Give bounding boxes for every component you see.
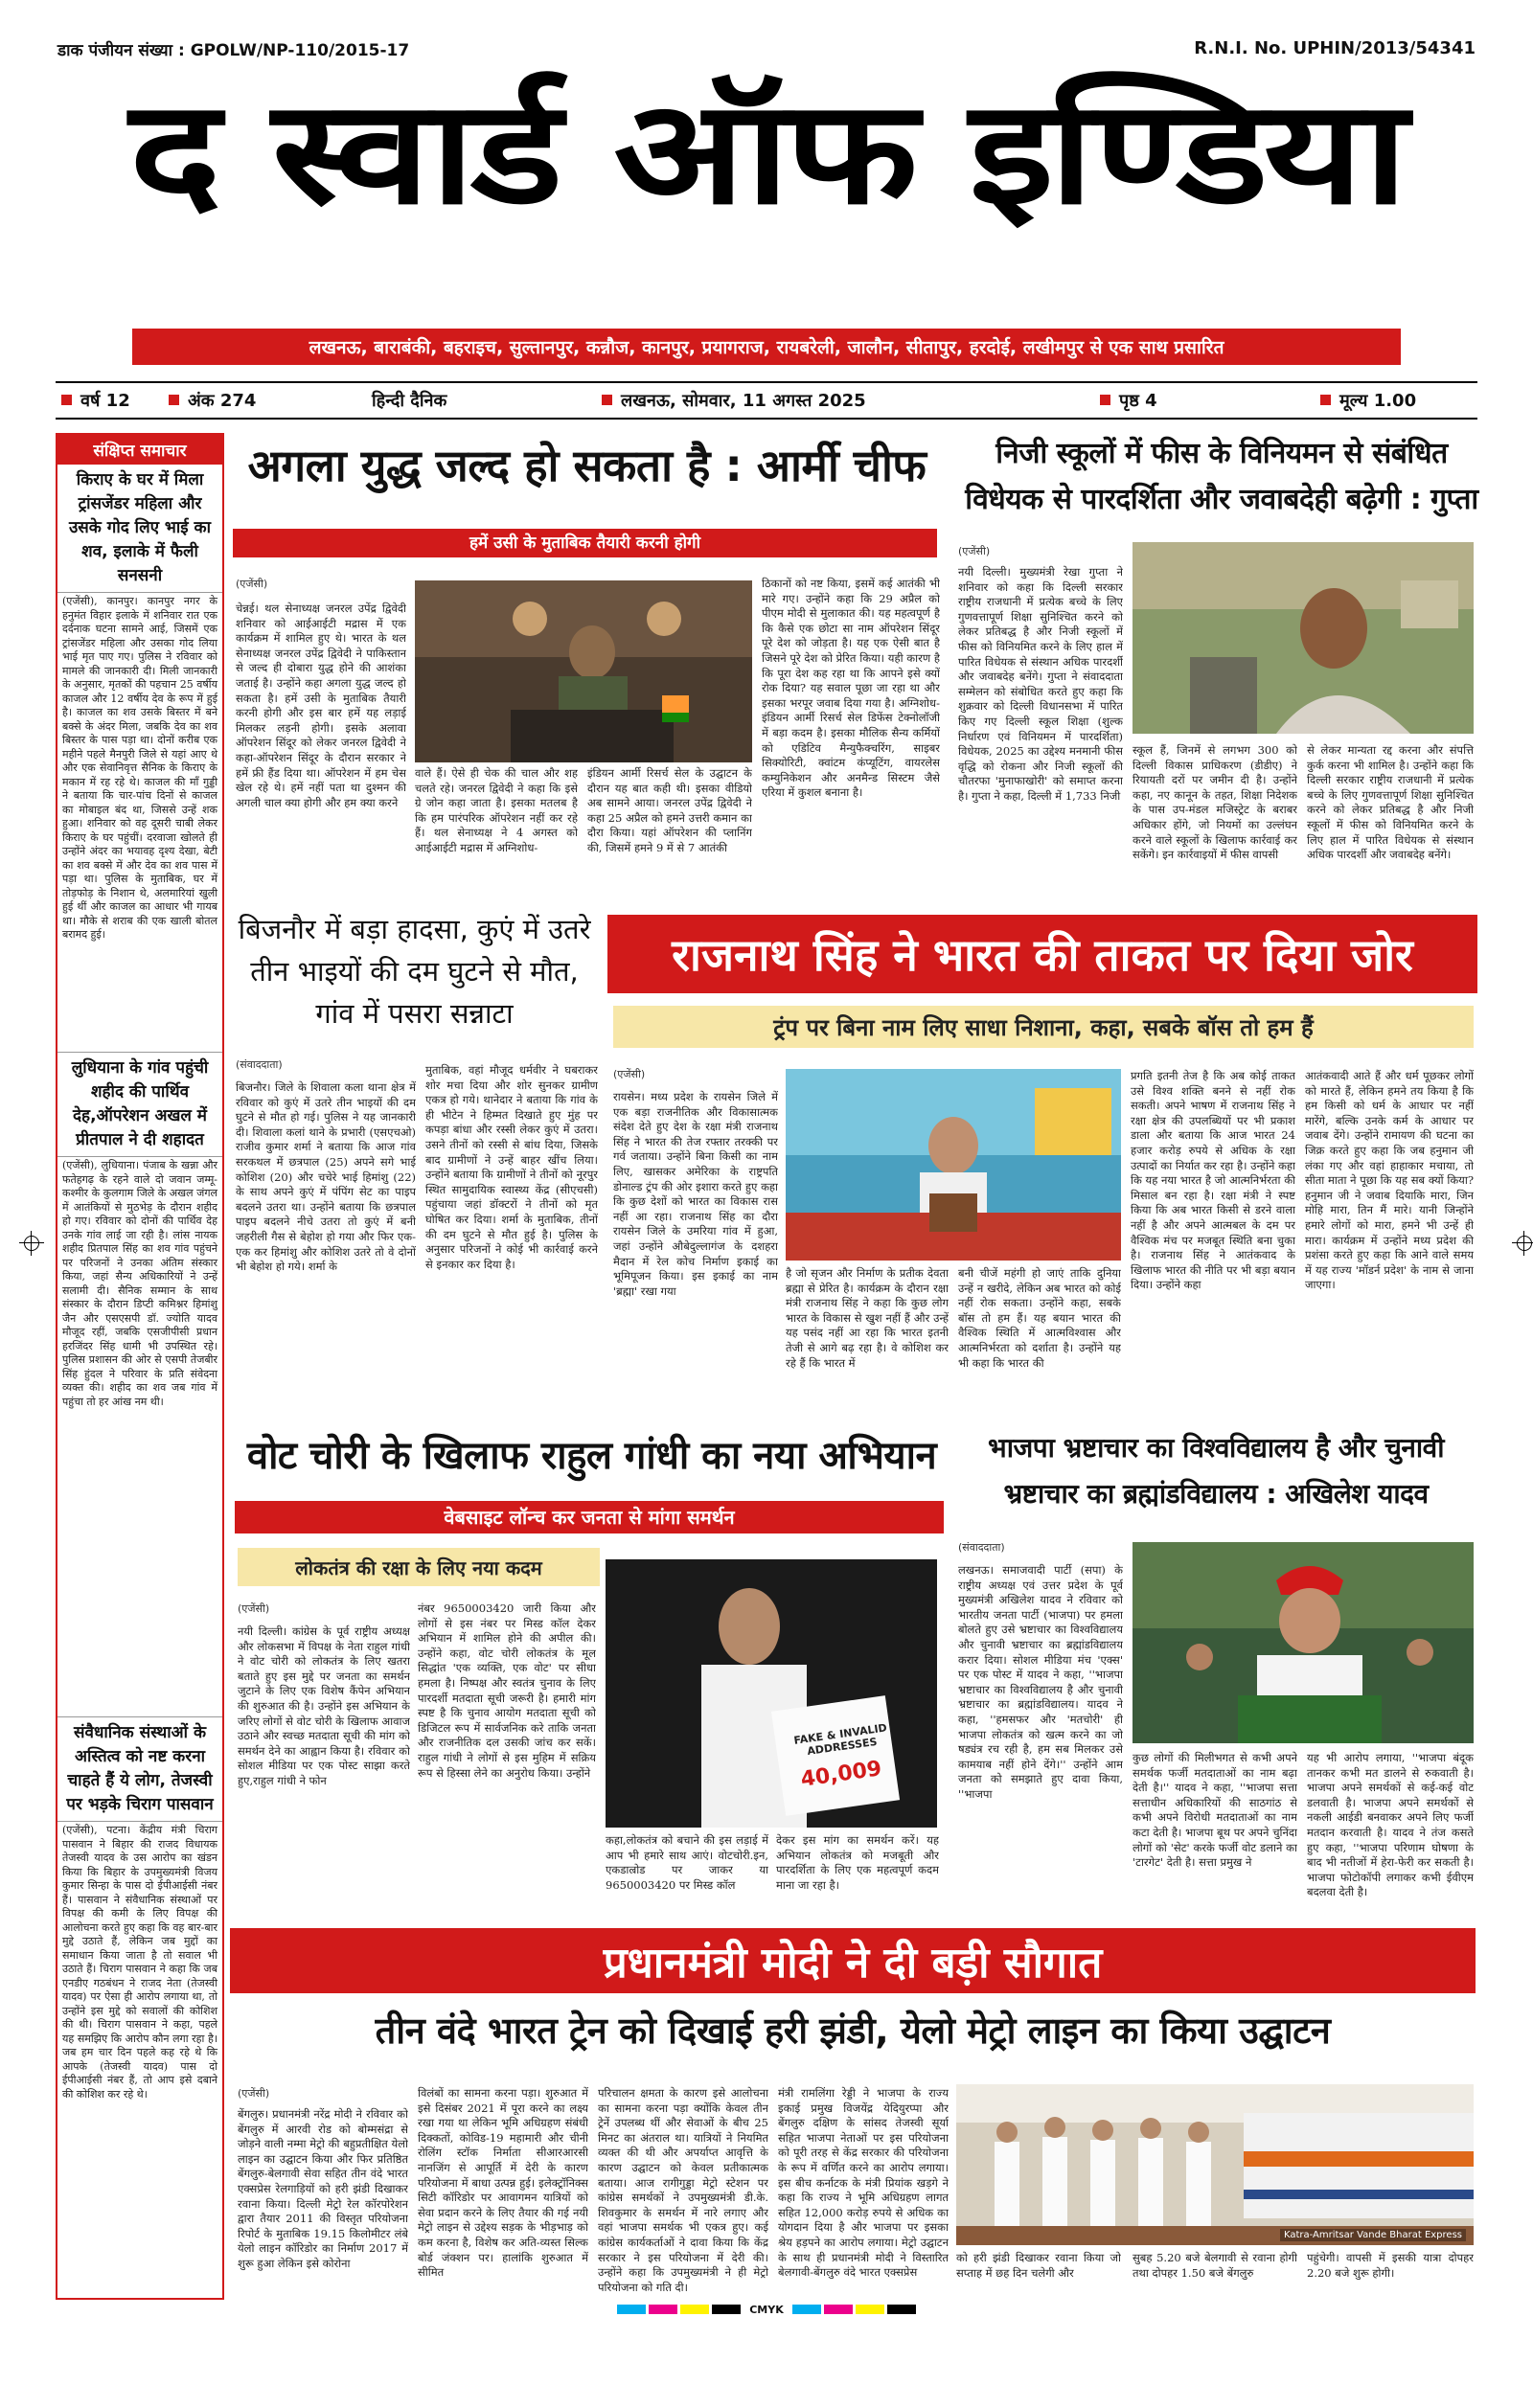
square-bullet-icon: [602, 395, 612, 405]
square-bullet-icon: [1320, 395, 1331, 405]
place-date: लखनऊ, सोमवार, 11 अगस्त 2025: [621, 391, 866, 411]
rajnath-col-3: बनी चीजें महंगी हो जाएं ताकि दुनिया उन्हें न खरीदे, लेकिन अब भारत को कोई नहीं रोक सकता। उन्होंने कहा, सबके बॉस तो हम हैं। यह बयान भारत की वैश्विक स्थिति में आत्मविश्वास और आत्मनिर्भरता को दर्शाता है। उन्होंने यह भी कहा कि भारत की: [958, 1266, 1121, 1370]
modi-source: (एजेंसी): [238, 2087, 270, 2100]
postal-registration: डाक पंजीयन संख्या : GPOLW/NP-110/2015-17: [57, 41, 410, 60]
rahul-kicker: लोकतंत्र की रक्षा के लिए नया कदम: [295, 1556, 542, 1579]
yellow-swatch: [680, 2305, 709, 2314]
cities-banner: [132, 329, 1401, 365]
akhilesh-source: (संवाददाता): [958, 1541, 1005, 1554]
cities-text: लखनऊ, बाराबंकी, बहराइच, सुल्तानपुर, कन्नौज, कानपुर, प्रयागराज, रायबरेली, जालौन, सीतापुर, हरदोई, लखीमपुर से एक साथ प्रसारित: [309, 337, 1224, 358]
bijnor-headline: बिजनौर में बड़ा हादसा, कुएं में उतरे तीन भाइयों की दम घुटने से मौत, गांव में पसरा सन्नाटा: [238, 913, 591, 1030]
rahul-photo: [606, 1559, 937, 1828]
rahul-col-1: नयी दिल्ली। कांग्रेस के पूर्व राष्ट्रीय अध्यक्ष और लोकसभा में विपक्ष के नेता राहुल गांधी ने वोट चोरी को लोकतंत्र के लिए खतरा बताते हुए इस मुद्दे पर जनता का समर्थन जुटाने के लिए एक विशेष कैंपेन अभियान की शुरुआत की है। उन्होंने इस अभियान के जरिए लोगों से वोट चोरी के खिलाफ आवाज उठाने और स्वच्छ मतदाता सूची की मांग को समर्थन देने का आह्वान किया है। रविवार को सोशल मीडिया पर एक पोस्ट साझा करते हुए,राहुल गांधी ने फोन: [238, 1624, 410, 1787]
registration-mark-right: [1517, 1236, 1532, 1251]
fees-col-2: स्कूल हैं, जिनमें से लगभग 300 को दिल्ली विकास प्राधिकरण (डीडीए) ने रियायती दरों पर जमीन दी है। उन्होंने कहा, नए कानून के तहत, शिक्षा निदेशक के पास उप-मंडल मजिस्ट्रेट के बराबर अधिकार होंगे, जो नियमों का उल्लंघन करने वाले स्कूलों के खिलाफ कार्रवाई कर सकेंगे। इन कार्रवाइयों में फीस वापसी: [1133, 743, 1297, 862]
sidebar-brief-news: [56, 433, 224, 2300]
square-bullet-icon: [1100, 395, 1110, 405]
paper-type: हिन्दी दैनिक: [372, 391, 447, 411]
army-col-4: ठिकानों को नष्ट किया, इसमें कई आतंकी भी मारे गए। उन्होंने कहा कि 29 अप्रैल को पीएम मोदी से मुलाकात की। यह महत्वपूर्ण है कि कैसे एक छोटा सा नाम ऑपरेशन सिंदूर पूरे देश को जोड़ता है। यह एक ऐसी बात है जिसने पूरे देश को प्रेरित किया। यही कारण है कि पूरा देश कह रहा था कि आपने इसे क्यों रोक दिया? यह सवाल पूछा जा रहा था और इसका भरपूर जवाब दिया गया है। अग्निशोध-इंडियन आर्मी रिसर्च सेल डिफेंस टेक्नोलॉजी में बड़ा कदम है। इसका मौलिक सैन्य कर्मियों को एडिटिव मैन्युफैक्चरिंग, साइबर सिक्योरिटी, क्वांटम कंप्यूटिंग, वायरलेस कम्युनिकेशन और अनमैन्ड सिस्टम जैसे एरिया में कुशल बनाना है।: [762, 577, 940, 800]
rajnath-banner: [607, 915, 1477, 993]
info-bar: [56, 381, 1477, 420]
rajnath-subhead: ट्रंप पर बिना नाम लिए साधा निशाना, कहा, सबके बॉस तो हम हैं: [773, 1013, 1314, 1041]
registration-mark-left: [24, 1236, 39, 1251]
vande-bharat-illustration: [956, 2084, 1474, 2245]
cmyk-label: CMYK: [749, 2303, 784, 2316]
modi-col-1: बेंगलुरु। प्रधानमंत्री नरेंद्र मोदी ने रविवार को बेंगलुरु में आरवी रोड को बोम्मसंद्रा से जोड़ने वाली नम्मा मेट्रो की बहुप्रतीक्षित येलो लाइन का उद्घाटन किया और फिर प्रतिष्ठित बेंगलुरु-बेलगावी सेवा सहित तीन वंदे भारत एक्सप्रेस रेलगाड़ियों को हरी झंडी दिखाकर रवाना किया। दिल्ली मेट्रो रेल कॉरपोरेशन द्वारा तैयार 2011 की विस्तृत परियोजना रिपोर्ट के मुताबिक 19.15 किलोमीटर लंबे येलो लाइन कॉरिडोर का निर्माण 2017 में शुरू हुआ लेकिन इसे कोरोना: [238, 2107, 408, 2270]
sidebar-headline-3: संवैधानिक संस्थाओं के अस्तित्व को नष्ट करना चाहते हैं ये लोग, तेजस्वी पर भड़के चिराग पासवान: [57, 1716, 222, 1822]
army-col-1: चेन्नई। थल सेनाध्यक्ष जनरल उपेंद्र द्विवेदी शनिवार को आईआईटी मद्रास में एक कार्यक्रम में शामिल हुए थे। भारत के थल सेनाध्यक्ष जनरल उपेंद्र द्विवेदी ने पाकिस्तान से जल्द ही दोबारा युद्ध होने की आशंका जताई है। उन्होंने कहा अगला युद्ध जल्द हो सकता है। हमें उसी के मुताबिक तैयारी करनी होगी और इस बार हमें यह लड़ाई मिलकर लड़नी होगी। इसके अलावा ऑपरेशन सिंदूर को लेकर जनरल द्विवेदी ने कहा-ऑपरेशन सिंदूर के दौरान सरकार ने हमें फ्री हैंड दिया था। ऑपरेशन में हम चेस खेल रहे थे। हमें नहीं पता था दुश्मन की अगली चाल क्या होगी और हम क्या करने: [236, 602, 406, 809]
akhilesh-illustration: [1133, 1542, 1474, 1743]
rajnath-col-4: प्रगति इतनी तेज है कि अब कोई ताकत उसे विश्व शक्ति बनने से नहीं रोक सकती। अपने भाषण में राजनाथ सिंह ने रक्षा क्षेत्र की उपलब्धियों पर भी प्रकाश डाला और बताया कि आज भारत 24 हजार करोड़ रुपये से अधिक के रक्षा उत्पादों का निर्यात कर रहा है। उन्होंने कहा कि यह नया भारत है जो आत्मनिर्भरता की मिसाल बन रहा है। रक्षा मंत्री ने स्पष्ट किया कि अब भारत किसी से डरने वाला नहीं है और अपने आत्मबल के दम पर वैश्विक मंच पर मजबूत स्थिति बना चुका है। राजनाथ सिंह ने आतंकवाद के खिलाफ भारत की नीति पर भी बड़ा बयान दिया। उन्होंने कहा: [1131, 1069, 1295, 1292]
akhilesh-col-3: यह भी आरोप लगाया, ''भाजपा बंदूक तानकर कभी मत डालने से रुकवाती है। भाजपा अपने समर्थकों से कई-कई वोट डलवाती है। भाजपा अपने समर्थकों से नकली आईडी बनवाकर अपने लिए फर्जी मतदान करवाती है। यादव ने तंज कसते हुए कहा, ''भाजपा परिणाम घोषणा के बाद भी नतीजों में हेरा-फेरी कर सकती है। भाजपा फोटोकॉपी लगाकर कभी ईवीएम बदलवा देती है।: [1307, 1751, 1474, 1899]
bijnor-col-1: बिजनौर। जिले के शिवाला कला थाना क्षेत्र में रविवार को कुएं में उतरे तीन भाइयों की दम घुटने से मौत हो गई। पुलिस ने यह जानकारी दी। शिवाला कलां थाने के प्रभारी (एसएचओ) राजीव कुमार शर्मा ने बताया कि आज गांव सरकथल में छत्रपाल (25) अपने सगे भाई कोशिश (20) और चचेरे भाई हिमांशु (22) के साथ अपने कुएं में पंपिंग सेट का पाइप बदलने उतरा था। उन्होंने बताया कि छत्रपाल पाइप बदलने नीचे उतरा तो कुएं में बनी जहरीली गैस से बेहोश हो गया और फिर एक-एक कर हिमांशु और कोशिश उतरे तो वे दोनों भी बेहोश हो गये। शर्मा के: [236, 1080, 416, 1274]
rahul-col-4: देकर इस मांग का समर्थन करें। यह अभियान लोकतंत्र को मजबूती और पारदर्शिता के लिए एक महत्वपूर्ण कदम माना जा रहा है।: [776, 1833, 939, 1892]
army-col-2: वाले हैं। ऐसे ही चेक की चाल और शह चलते रहे। जनरल द्विवेदी ने कहा कि इसे ग्रे जोन कहा जाता है। इसका मतलब है कि हम पारंपरिक ऑपरेशन नहीं कर रहे हैं। थल सेनाध्यक्ष ने 4 अगस्त को आईआईटी मद्रास में अग्निशोध-: [415, 766, 578, 854]
magenta-swatch: [824, 2305, 853, 2314]
year-label: वर्ष 12: [80, 391, 130, 411]
magenta-swatch: [649, 2305, 677, 2314]
fees-headline-1: निजी स्कूलों में फीस के विनियमन से संबंधित: [995, 437, 1448, 470]
army-chief-illustration: [415, 580, 752, 762]
sidebar-label: संक्षिप्त समाचार: [57, 435, 222, 465]
rajnath-subhead-box: [613, 1006, 1474, 1048]
sidebar-text-3: (एजेंसी), पटना। केंद्रीय मंत्री चिराग पासवान ने बिहार की राजद विधायक तेजस्वी यादव के उस आरोप का खंडन किया कि बिहार के उपमुख्यमंत्री विजय कुमार सिन्हा के पास दो ईपीआईसी नंबर हैं। पासवान ने संवैधानिक संस्थाओं पर विपक्ष की कमी के लिए विपक्ष की आलोचना करते हुए कहा कि वह बार-बार मुद्दे उठाते हैं, लेकिन जब मुद्दों का समाधान किया जाता है तो सवाल भी उठाते हैं। चिराग पासवान ने कहा कि जब एनडीए गठबंधन ने राजद नेता (तेजस्वी यादव) पर ऐसा ही आरोप लगाया था, तो उन्होंने इस मुद्दे को सवालों की कोशिश की थी। चिराग पासवान ने कहा, पहले यह समझिए कि आरोप कौन लगा रहा है। जब हम चार दिन पहले कह रहे थे कि आपके (तेजस्वी यादव) पास दो ईपीआईसी नंबर हैं, तो आप इसे दबाने की कोशिश कर रहे थे।: [62, 1824, 217, 2101]
modi-col-2: विलंबों का सामना करना पड़ा। शुरुआत में इसे दिसंबर 2021 में पूरा करने का लक्ष्य रखा गया था लेकिन भूमि अधिग्रहण संबंधी दिक्कतों, कोविड-19 महामारी और चीनी रोलिंग स्टॉक निर्माता सीआरआरसी नानजिंग से आपूर्ति में देरी के कारण परियोजना में बाधा उत्पन्न हुई। इलेक्ट्रॉनिक्स सिटी कॉरिडोर पर आवागमन यात्रियों को सेवा प्रदान करने के लिए तैयार की गई नयी मेट्रो लाइन से उद्देश्य सड़क के भीड़भाड़ को कम करना है, विशेष कर अति-व्यस्त सिल्क बोर्ड जंक्शन पर। हालांकि शुरुआत में सीमित: [418, 2086, 588, 2280]
akhilesh-photo: [1133, 1542, 1474, 1743]
modi-banner: [230, 1928, 1476, 1993]
issue-label: अंक 274: [188, 391, 257, 411]
price-label: मूल्य 1.00: [1339, 391, 1417, 411]
sidebar-text-1: (एजेंसी), कानपुर। कानपुर नगर के हनुमंत विहार इलाके में शनिवार रात एक दर्दनाक घटना सामने आई, जिसमें एक ट्रांसजेंडर महिला और उसका गोद लिया भाई मृत पाए गए। पुलिस ने रविवार को मामले की जानकारी दी। मिली जानकारी के अनुसार, मृतकों की पहचान 25 वर्षीय काजल और 12 वर्षीय देव के रूप में हुई है। काजल का शव उसके बिस्तर में बने बक्से के अंदर मिला, जबकि देव का शव बिस्तर के पास पड़ा था। दोनों करीब एक महीने पहले मैनपुरी जिले से यहां आए थे और एक सेवानिवृत्त सैनिक के किराए के मकान में रह रहे थे। काजल की माँ गुड्डी ने बताया कि चार-पांच दिनों से काजल का मोबाइल बंद था, जिससे उन्हें शक हुआ। शनिवार को वह दूसरी चाबी लेकर किराए के घर पहुंचीं। दरवाजा खोलते ही उन्होंने अंदर का भयावह दृश्य देखा, बेटी का शव बक्से में और देव का शव पास में पड़ा था। पुलिस के मुताबिक, घर में तोड़फोड़ के निशान थे, अलमारियां खुली हुई थीं और काजल का आधार भी गायब था। मौके से शराब की एक खाली बोतल बरामद हुई।: [62, 595, 217, 941]
modi-col-4: मंत्री रामलिंगा रेड्डी ने भाजपा के राज्य इकाई प्रमुख विजयेंद्र येदियुरप्पा और बेंगलुरु दक्षिण के सांसद तेजस्वी सूर्या सहित भाजपा नेताओं पर इस परियोजना को पूरी तरह से केंद्र सरकार की परियोजना के रूप में वर्णित करने का आरोप लगाया। इस बीच कर्नाटक के मंत्री प्रियांक खड़गे ने कहा कि राज्य ने भूमि अधिग्रहण लागत सहित 12,000 करोड़ रुपये से अधिक का योगदान दिया है और भाजपा पर इसका श्रेय हड़पने का आरोप लगाया। मेट्रो उद्घाटन के साथ ही प्रधानमंत्री मोदी ने विस्तारित बेलगावी-बेंगलुरु वंदे भारत एक्सप्रेस: [778, 2086, 949, 2280]
sidebar-headline-2: लुधियाना के गांव पहुंची शहीद की पार्थिव देह,ऑपरेशन अखल में प्रीतपाल ने दी शहादत: [57, 1052, 222, 1157]
rekha-gupta-illustration: [1133, 542, 1474, 734]
army-source: (एजेंसी): [236, 578, 268, 590]
sidebar-headline-1: किराए के घर में मिला ट्रांसजेंडर महिला और उसके गोद लिए भाई का शव, इलाके में फैली सनसनी: [57, 465, 222, 593]
rahul-col-3: कहा,लोकतंत्र को बचाने की इस लड़ाई में आप भी हमारे साथ आएं। वोटचोरी.इन, एकडाल्रोड पर जाकर या 9650003420 पर मिस्ड कॉल: [606, 1833, 768, 1892]
modi-col-5: को हरी झंडी दिखाकर रवाना किया जो सप्ताह में छह दिन चलेगी और: [956, 2251, 1121, 2280]
rajnath-headline: राजनाथ सिंह ने भारत की ताकत पर दिया जोर: [672, 929, 1413, 981]
army-subhead: हमें उसी के मुताबिक तैयारी करनी होगी: [233, 529, 937, 557]
rajnath-col-1: रायसेन। मध्य प्रदेश के रायसेन जिले में एक बड़ा राजनीतिक और विकासात्मक संदेश देते हुए देश के रक्षा मंत्री राजनाथ सिंह ने भारत की तेज रफ्तार तरक्की पर गर्व जताया। उन्होंने बिना किसी का नाम लिए, खासकर अमेरिका के राष्ट्रपति डोनाल्ड ट्रंप की ओर इशारा करते हुए कहा कि कुछ देशों को भारत का विकास रास नहीं आ रहा। राजनाथ सिंह का दौरा रायसेन जिले के उमरिया गांव में हुआ, जहां उन्होंने औबेदुल्लागंज के दशहरा मैदान में रेल कोच निर्माण इकाई का भूमिपूजन किया। इस इकाई का नाम 'ब्रह्मा' रखा गया: [613, 1090, 778, 1298]
rajnath-col-5: आतंकवादी आते हैं और धर्म पूछकर लोगों को मारते हैं, लेकिन हमने तय किया है कि हम किसी को धर्म के आधार पर नहीं मारेंगे, बल्कि उनके कर्म के आधार पर जवाब देंगे। उन्होंने रामायण की घटना का जिक्र करते हुए कहा कि जब हनुमान जी लंका गए और वहां हाहाकार मचाया, तो सीता माता ने पूछा कि यह सब क्यों किया? हनुमान जी ने जवाब दियाकि मारा, जिन मोहि मारा, तिन मैं मारे। यानी जिन्होंने हमारे लोगों को मारा, हमने भी उन्हें ही मारा। कार्यक्रम में उन्होंने मध्य प्रदेश की प्रशंसा करते हुए कहा कि आने वाले समय में यह राज्य 'मॉडर्न प्रदेश' के नाम से जाना जाएगा।: [1305, 1069, 1474, 1292]
rni-number: R.N.I. No. UPHIN/2013/54341: [1194, 38, 1476, 58]
akhilesh-col-1: लखनऊ। समाजवादी पार्टी (सपा) के राष्ट्रीय अध्यक्ष एवं उत्तर प्रदेश के पूर्व मुख्यमंत्री अखिलेश यादव ने रविवार को भारतीय जनता पार्टी (भाजपा) पर हमला बोलते हुए उसे भ्रष्टाचार का विश्वविद्यालय और चुनावी भ्रष्टाचार का ब्रह्मांडविद्यालय करार दिया। सोशल मीडिया मंच 'एक्स' पर एक पोस्ट में यादव ने कहा, ''भाजपा भ्रष्टाचार का विश्वविद्यालय है और चुनावी भ्रष्टाचार का ब्रह्मांडविद्यालय। यादव ने कहा, ''हमसफर और 'मतचोरी' ही भाजपा लोकतंत्र को खत्म करने का जो षड्यंत्र रच रही है, हम सब मिलकर उसे कामयाब नहीं होने देंगे।'' उन्होंने आम जनता को समझाते हुए दावा किया, ''भाजपा: [958, 1563, 1123, 1801]
fees-col-3: से लेकर मान्यता रद्द करना और संपत्ति कुर्क करना भी शामिल है। उन्होंने कहा कि दिल्ली सरकार राष्ट्रीय राजधानी में प्रत्येक बच्चे के लिए गुणवत्तापूर्ण शिक्षा सुनिश्चित करने को लेकर प्रतिबद्ध है और निजी स्कूलों में फीस को विनियमित करने के लिए हाल में पारित विधेयक से संस्थान अधिक पारदर्शी और जवाबदेह बनेंगे।: [1307, 743, 1474, 862]
bijnor-source: (संवाददाता): [236, 1058, 283, 1071]
square-bullet-icon: [61, 395, 72, 405]
akhilesh-headline-2: भ्रष्टाचार का ब्रह्मांडविद्यालय : अखिलेश यादव: [1003, 1478, 1429, 1510]
bijnor-col-2: मुताबिक, वहां मौजूद धर्मवीर ने घबराकर शोर मचा दिया और शोर सुनकर ग्रामीण एकत्र हो गये। थानेदार ने बताया कि गांव के ही भीटेन ने हिम्मत दिखाते हुए मुंह पर कपड़ा बांधा और रस्सी लेकर कुएं में उतरा। उसने तीनों को रस्सी से बांध दिया, जिसके बाद ग्रामीणों ने उन्हें बाहर खींच लिया। उन्होंने बताया कि ग्रामीणों ने तीनों को नूरपुर स्थित सामुदायिक स्वास्थ्य केंद्र (सीएचसी) पहुंचाया जहां डॉक्टरों ने तीनों को मृत घोषित कर दिया। शर्मा के मुताबिक, तीनों की दम घुटने से मौत हुई है। पुलिस के अनुसार परिजनों ने कोई भी कार्रवाई करने से इनकार कर दिया है।: [425, 1063, 598, 1271]
army-headline: अगला युद्ध जल्द हो सकता है : आर्मी चीफ: [247, 440, 927, 491]
train-caption: Katra-Amritsar Vande Bharat Express: [1280, 2229, 1466, 2241]
yellow-swatch: [856, 2305, 884, 2314]
cyan-swatch: [792, 2305, 821, 2314]
akhilesh-col-2: कुछ लोगों की मिलीभगत से कभी अपने समर्थक फर्जी मतदाताओं का नाम बढ़ा देती है।'' यादव ने कहा, ''भाजपा सत्ता सत्ताधीन अधिकारियों की साठगांठ से कभी अपने विरोधी मतदाताओं का नाम कटा देती है। भाजपा बूथ पर अपने चुनिंदा लोगों को 'सेट' करके फर्जी वोट डलाने का 'टारगेट' देती है। सत्ता प्रमुख ने: [1133, 1751, 1297, 1870]
cyan-swatch: [617, 2305, 646, 2314]
rahul-kicker-box: [238, 1548, 600, 1586]
fees-col-1: नयी दिल्ली। मुख्यमंत्री रेखा गुप्ता ने शनिवार को कहा कि दिल्ली सरकार राष्ट्रीय राजधानी में प्रत्येक बच्चे के लिए गुणवत्तापूर्ण शिक्षा सुनिश्चित करने को लेकर प्रतिबद्ध है और निजी स्कूलों में फीस को विनियमित करने के लिए हाल में पारित विधेयक से संस्थान अधिक पारदर्शी और जवाबदेह बनेंगे। गुप्ता ने संवाददाता सम्मेलन को संबोधित करते हुए कहा कि शुक्रवार को दिल्ली विधानसभा में पारित किए गए दिल्ली स्कूल शिक्षा (शुल्क निर्धारण एवं विनियमन में पारदर्शिता) विधेयक, 2025 का उद्देश्य मनमानी फीस वृद्धि को रोकना और निजी स्कूलों की चौतरफा 'मुनाफाखोरी' को समाप्त करना है। गुप्ता ने कहा, दिल्ली में 1,733 निजी: [958, 565, 1123, 803]
black-swatch: [887, 2305, 916, 2314]
modi-col-3: परिचालन क्षमता के कारण इसे आलोचना का सामना करना पड़ा क्योंकि केवल तीन ट्रेनें उपलब्ध थीं और सेवाओं के बीच 25 मिनट का अंतराल था। यात्रियों ने नियमित व्यक्त की थी और अपर्याप्त आवृत्ति के कारण उद्घाटन को केवल प्रतीकात्मक बताया। आज रागीगुड्डा मेट्रो स्टेशन पर कांग्रेस समर्थकों ने उपमुख्यमंत्री डी.के. शिवकुमार के समर्थन में नारे लगाए और वहां भाजपा समर्थक भी एकत्र हुए। कई कांग्रेस कार्यकर्ताओं ने दावा किया कि केंद्र सरकार ने इस परियोजना में देरी की। उन्होंने कहा कि उपमुख्यमंत्री ने ही मेट्रो परियोजना को गति दी।: [598, 2086, 768, 2294]
modi-train-photo: [956, 2084, 1474, 2245]
army-col-3: इंडियन आर्मी रिसर्च सेल के उद्घाटन के दौरान यह बात कही थी। इसका वीडियो अब सामने आया। जनरल उपेंद्र द्विवेदी ने कहा 25 अप्रैल को हमने उत्तरी कमान का दौरा किया। यहां ऑपरेशन की प्लानिंग की, जिसमें हमने 9 में से 7 आतंकी: [587, 766, 752, 854]
akhilesh-headline-1: भाजपा भ्रष्टाचार का विश्वविद्यालय है और चुनावी: [988, 1432, 1444, 1464]
rahul-illustration: [606, 1559, 937, 1828]
page-number: पृष्ठ 4: [1119, 391, 1157, 411]
color-registration-bar: [556, 2303, 977, 2316]
fees-headline-2: विधेयक से पारदर्शिता और जवाबदेही बढ़ेगी : गुप्ता: [965, 483, 1478, 516]
rajnath-col-2: है जो सृजन और निर्माण के प्रतीक देवता ब्रह्मा से प्रेरित है। कार्यक्रम के दौरान रक्षा मंत्री राजनाथ सिंह ने कहा कि कुछ लोग भारत के विकास से खुश नहीं हैं और उन्हें यह पसंद नहीं आ रहा कि भारत इतनी तेजी से आगे बढ़ रहा है। वे कोशिश कर रहे हैं कि भारत में: [786, 1266, 949, 1370]
army-chief-photo: [415, 580, 752, 762]
rahul-headline: वोट चोरी के खिलाफ राहुल गांधी का नया अभियान: [246, 1434, 937, 1478]
newspaper-title: द स्वार्ड ऑफ इण्डिया: [129, 70, 1404, 237]
fees-source: (एजेंसी): [958, 545, 991, 557]
rajnath-photo: [786, 1069, 1121, 1261]
modi-subhead: तीन वंदे भारत ट्रेन को दिखाई हरी झंडी, येलो मेट्रो लाइन का किया उद्घाटन: [375, 2010, 1331, 2052]
rahul-col-2: नंबर 9650003420 जारी किया और लोगों से इस नंबर पर मिस्ड कॉल देकर अभियान में शामिल होने की अपील की। उन्होंने कहा, वोट चोरी लोकतंत्र के मूल सिद्धांत 'एक व्यक्ति, एक वोट' पर सीधा हमला है। निष्पक्ष और स्वतंत्र चुनाव के लिए पारदर्शी मतदाता सूची जरूरी है। हमारी मांग स्पष्ट है कि चुनाव आयोग मतदाता सूची को डिजिटल रूप में सार्वजनिक करे ताकि जनता और राजनीतिक दल उसकी जांच कर सकें। राहुल गांधी ने लोगों से इस मुहिम में सक्रिय रूप से हिस्सा लेने का अनुरोध किया। उन्होंने: [418, 1602, 596, 1780]
book-number: 40,009: [799, 1757, 883, 1792]
square-bullet-icon: [169, 395, 179, 405]
modi-headline: प्रधानमंत्री मोदी ने दी बड़ी सौगात: [603, 1939, 1103, 1988]
black-swatch: [712, 2305, 741, 2314]
rahul-subhead: वेबसाइट लॉन्च कर जनता से मांगा समर्थन: [235, 1501, 944, 1533]
book-title: FAKE & INVALID ADDRESSES: [792, 1721, 888, 1758]
rahul-source: (एजेंसी): [238, 1602, 270, 1615]
rajnath-source: (एजेंसी): [613, 1068, 646, 1080]
rekha-gupta-photo: [1133, 542, 1474, 734]
modi-col-6: सुबह 5.20 बजे बेलगावी से रवाना होगी तथा दोपहर 1.50 बजे बेंगलुरु: [1133, 2251, 1297, 2280]
sidebar-text-2: (एजेंसी), लुधियाना। पंजाब के खन्ना और फतेहगढ़ के रहने वाले दो जवान जम्मू-कश्मीर के कुलगाम जिले के अखल जंगल में आतंकियों से मुठभेड़ के दौरान शहीद हो गए। रविवार को दोनों की पार्थिव देह उनके गांव लाई जा रही है। लांस नायक शहीद प्रितपाल सिंह का शव गांव पहुंचने पर परिजनों ने उनका अंतिम संस्कार किया, जहां सैन्य अधिकारियों ने उन्हें सलामी दी। सैनिक सम्मान के साथ संस्कार के दौरान डिप्टी कमिश्नर हिमांशु जैन और एसएसपी डॉ. ज्योति यादव मौजूद रहीं, जबकि एसजीपीसी प्रधान हरजिंदर सिंह धामी भी उपस्थित रहे। पुलिस प्रशासन की ओर से एसपी तेजबीर सिंह हुंदल ने परिवार के प्रति संवेदना व्यक्त की। शहीद का शव जब गांव में पहुंचा तो हर आंख नम थी।: [62, 1159, 217, 1408]
rajnath-illustration: [786, 1069, 1121, 1261]
modi-col-7: पहुंचेगी। वापसी में इसकी यात्रा दोपहर 2.20 बजे शुरू होगी।: [1307, 2251, 1474, 2280]
